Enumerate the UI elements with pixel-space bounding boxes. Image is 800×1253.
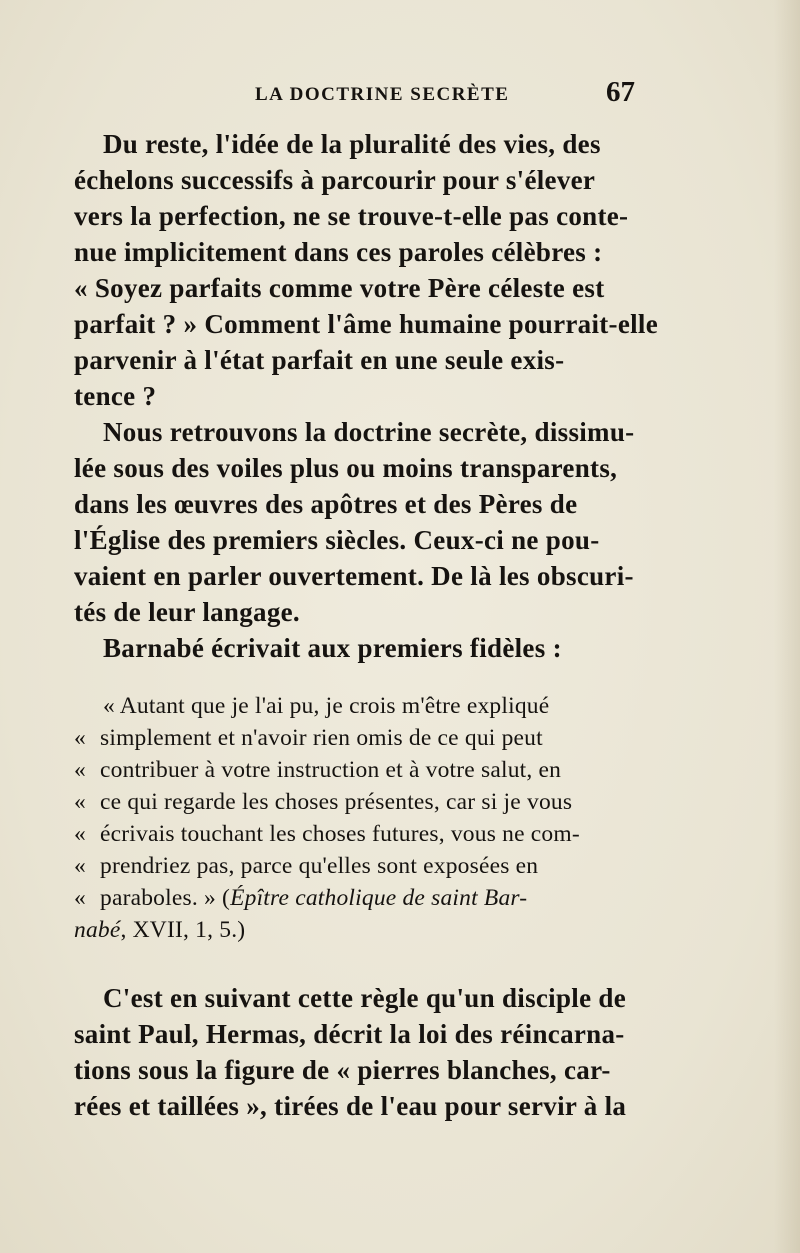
running-header xyxy=(0,76,800,116)
paragraph-1-line-2: échelons successifs à parcourir pour s'élever xyxy=(74,165,596,195)
quote-line-4 xyxy=(74,789,572,816)
quote-line-8 xyxy=(74,917,245,944)
guillemet-mark: « xyxy=(74,885,86,911)
paragraph-1-line-8: tence ? xyxy=(74,381,157,411)
citation-title-continued: nabé xyxy=(74,917,121,943)
paragraph-3-line-1: Barnabé écrivait aux premiers fidèles : xyxy=(103,633,562,663)
quote-line-text: paraboles. » xyxy=(100,885,216,911)
guillemet-mark: « xyxy=(74,789,86,815)
page-number: 67 xyxy=(606,76,635,108)
guillemet-mark: « xyxy=(74,757,86,783)
paragraph-4-line-2: saint Paul, Hermas, décrit la loi des réincarna- xyxy=(74,1019,625,1049)
paragraph-1-line-7: parvenir à l'état parfait en une seule exis- xyxy=(74,345,565,375)
paragraph-1-line-5: « Soyez parfaits comme votre Père céleste est xyxy=(74,273,605,303)
running-title: LA DOCTRINE SECRÈTE xyxy=(255,84,510,105)
paragraph-4-line-1: C'est en suivant cette règle qu'un disciple de xyxy=(103,983,627,1013)
citation-open-paren: ( xyxy=(222,885,231,911)
citation-title: Épître catholique de saint Bar- xyxy=(230,885,528,911)
quote-line-text: contribuer à votre instruction et à votre salut, en xyxy=(100,757,562,783)
guillemet-mark: « xyxy=(74,821,86,847)
quote-line-2 xyxy=(74,725,543,752)
quote-line-3 xyxy=(74,757,561,784)
quote-line-text: écrivais touchant les choses futures, vous ne com- xyxy=(100,821,580,847)
quote-line-6 xyxy=(74,853,538,880)
paragraph-2-line-2: lée sous des voiles plus ou moins transparents, xyxy=(74,453,618,483)
paragraph-1-line-1: Du reste, l'idée de la pluralité des vies, des xyxy=(103,129,601,159)
page-edge-shadow xyxy=(774,0,800,1253)
paragraph-2-line-3: dans les œuvres des apôtres et des Pères de xyxy=(74,489,578,519)
citation-reference: , XVII, 1, 5.) xyxy=(120,917,246,943)
paragraph-1-line-4: nue implicitement dans ces paroles célèbres : xyxy=(74,237,603,267)
paragraph-1-line-3: vers la perfection, ne se trouve-t-elle pas conte- xyxy=(74,201,629,231)
quote-line-text: ce qui regarde les choses présentes, car si je vous xyxy=(100,789,573,815)
paragraph-2-line-6: tés de leur langage. xyxy=(74,597,300,627)
guillemet-mark: « xyxy=(74,725,86,751)
guillemet-mark: « xyxy=(74,853,86,879)
quote-line-text: simplement et n'avoir rien omis de ce qui peut xyxy=(100,725,543,751)
quote-line-text: prendriez pas, parce qu'elles sont exposées en xyxy=(100,853,539,879)
paragraph-1-line-6: parfait ? » Comment l'âme humaine pourrait-elle xyxy=(74,309,659,339)
quote-line-5 xyxy=(74,821,580,848)
paragraph-4-line-3: tions sous la figure de « pierres blanches, car- xyxy=(74,1055,611,1085)
quote-line-1: « Autant que je l'ai pu, je crois m'être expliqué xyxy=(103,693,550,719)
paragraph-2-line-5: vaient en parler ouvertement. De là les obscuri- xyxy=(74,561,634,591)
paragraph-4-line-4: rées et taillées », tirées de l'eau pour servir à la xyxy=(74,1091,627,1121)
quote-line-7 xyxy=(74,885,527,912)
paragraph-2-line-1: Nous retrouvons la doctrine secrète, dissimu- xyxy=(103,417,635,447)
paragraph-2-line-4: l'Église des premiers siècles. Ceux-ci ne pou- xyxy=(74,525,600,555)
